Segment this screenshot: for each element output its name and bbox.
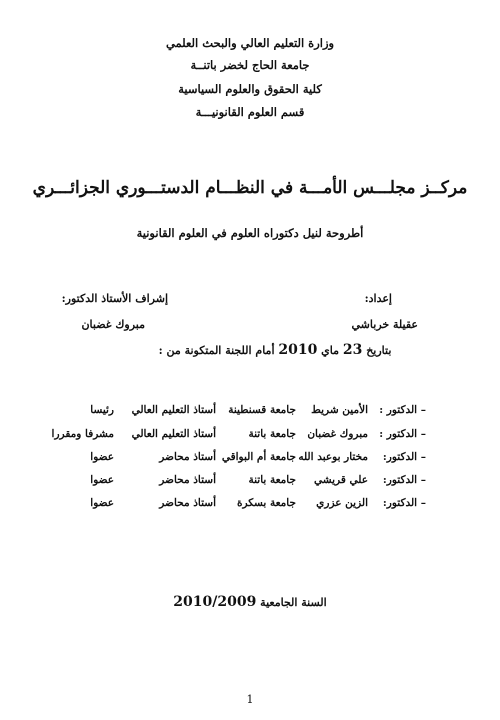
member-university: جامعة باتنة — [248, 474, 296, 486]
member-title: – الدكتور : — [379, 404, 426, 416]
member-name: مختار بوعبد الله — [298, 451, 368, 463]
member-title: – الدكتور: — [382, 497, 426, 509]
member-university: جامعة قسنطينة — [228, 404, 296, 416]
defense-year: 2010 — [278, 342, 318, 358]
member-role: عضوا — [90, 451, 114, 463]
defense-day: 23 — [342, 342, 363, 358]
member-university: جامعة أم البواقي — [221, 451, 296, 463]
faculty-name: كلية الحقوق والعلوم السياسية — [178, 82, 322, 96]
member-title: – الدكتور : — [379, 428, 426, 440]
thesis-subtitle: أطروحة لنيل دكتوراه العلوم في العلوم القانونية — [136, 226, 364, 240]
member-role: مشرفا ومقررا — [51, 428, 114, 440]
ministry-name: وزارة التعليم العالي والبحث العلمي — [165, 36, 335, 50]
committee-row — [66, 474, 426, 492]
page-number: 1 — [246, 693, 254, 706]
member-name: الزين عزري — [316, 497, 368, 509]
member-rank: أستاذ التعليم العالي — [131, 428, 216, 440]
member-university: جامعة بسكرة — [236, 497, 296, 509]
academic-year — [0, 594, 500, 610]
committee-row — [66, 497, 426, 515]
defense-date-suffix: أمام اللجنة المتكونة من : — [158, 344, 275, 357]
member-role: رئيسا — [90, 404, 114, 416]
defense-date-prefix: بتاريخ — [366, 344, 392, 357]
supervisor-name: مبروك غضبان — [81, 318, 145, 331]
academic-year-label: السنة الجامعية — [260, 596, 327, 609]
member-rank: أستاذ التعليم العالي — [131, 404, 216, 416]
thesis-title: مركــز مجلـــس الأمـــة في النظـــام الدستـــوري الجزائـــري — [32, 178, 468, 198]
member-rank: أستاذ محاضر — [159, 451, 216, 463]
member-rank: أستاذ محاضر — [159, 474, 216, 486]
author-name: عقيلة خرباشي — [351, 318, 418, 331]
member-name: مبروك غضبان — [307, 428, 368, 440]
member-title: – الدكتور: — [382, 474, 426, 486]
member-university: جامعة باتنة — [248, 428, 296, 440]
department-name: قسم العلوم القانونيـــة — [195, 105, 305, 119]
member-role: عضوا — [90, 497, 114, 509]
university-name: جامعة الحاج لخضر باتنــة — [190, 58, 310, 72]
member-name: الأمين شريط — [311, 404, 368, 416]
member-title: – الدكتور: — [382, 451, 426, 463]
committee-row — [66, 404, 426, 422]
defense-date-line — [0, 342, 500, 358]
supervisor-label: إشراف الأستاذ الدكتور: — [61, 292, 168, 305]
committee-row — [51, 428, 426, 446]
member-name: علي قريشي — [313, 474, 368, 486]
member-rank: أستاذ محاضر — [159, 497, 216, 509]
committee-row — [66, 451, 426, 469]
academic-year-value: 2010/2009 — [173, 594, 257, 610]
defense-month: ماي — [321, 344, 340, 357]
member-role: عضوا — [90, 474, 114, 486]
preparation-label: إعداد: — [364, 292, 392, 305]
